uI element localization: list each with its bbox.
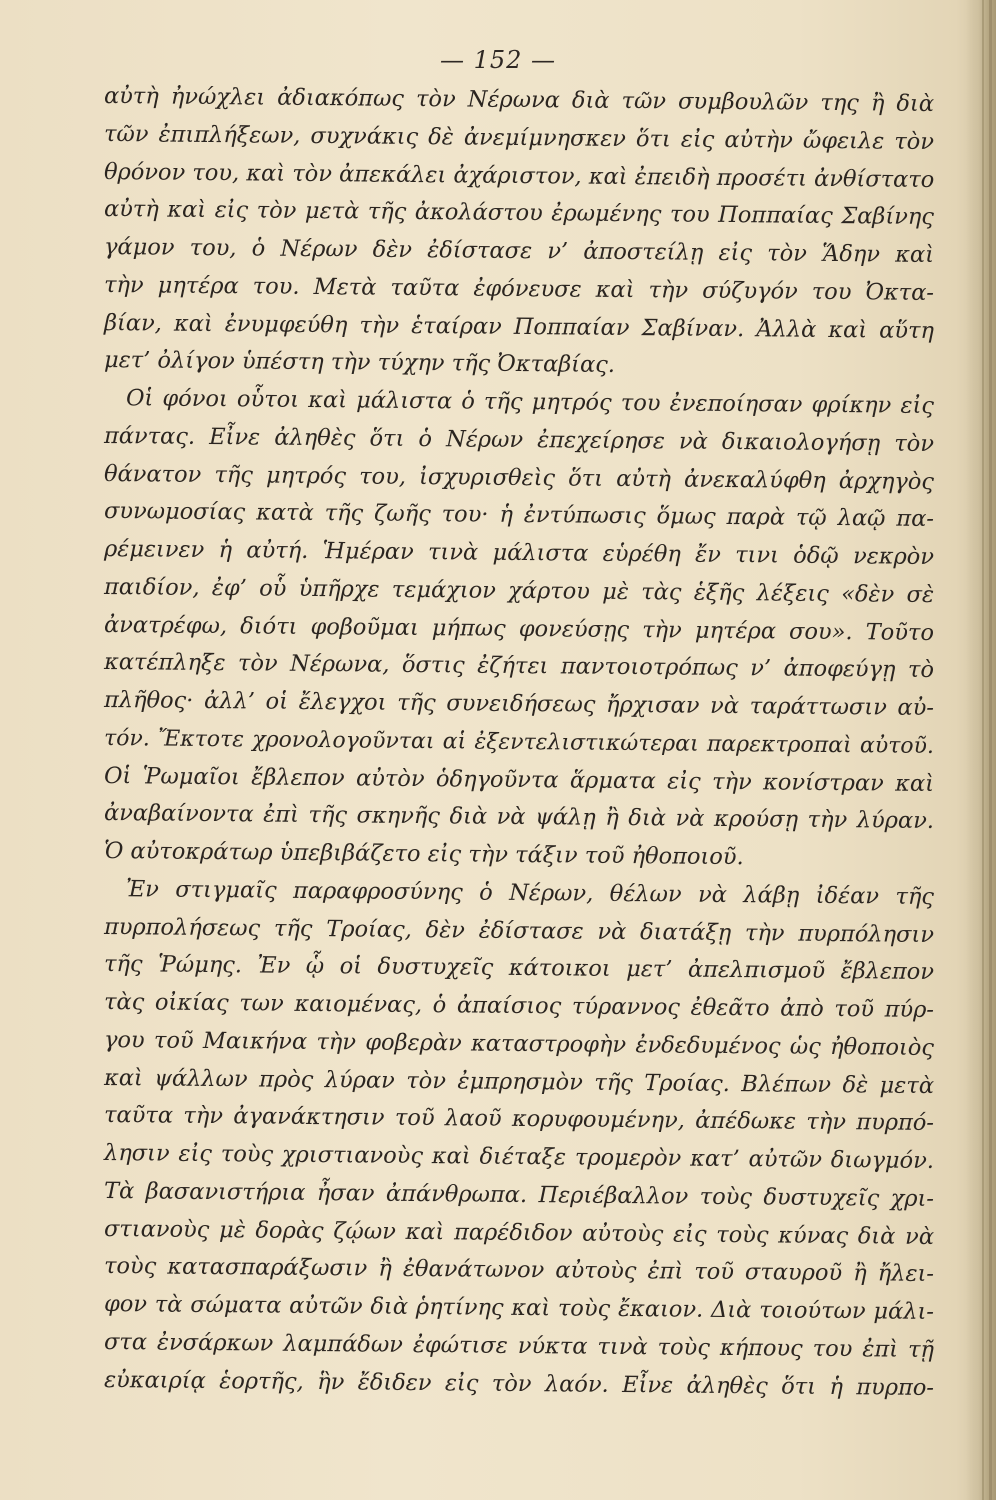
- text-line: Οἱ Ῥωμαῖοι ἔβλεπον αὐτὸν ὁδηγοῦντα ἅρματα εἰς τὴν κονίστραν καὶ: [103, 762, 935, 797]
- text-line: τὰς οἰκίας των καιομένας, ὁ ἀπαίσιος τύραννος ἐθεᾶτο ἀπὸ τοῦ πύρ-: [103, 989, 935, 1023]
- text-line: Ἐν στιγμαῖς παραφροσύνης ὁ Νέρων, θέλων νὰ λάβῃ ἰδέαν τῆς: [125, 875, 935, 910]
- text-line: Τὰ βασανιστήρια ἦσαν ἀπάνθρωπα. Περιέβαλλον τοὺς δυστυχεῖς χρι-: [103, 1177, 935, 1212]
- text-line: θρόνον του, καὶ τὸν ἀπεκάλει ἀχάριστον, καὶ ἐπειδὴ προσέτι ἀνθίστατο: [103, 158, 935, 193]
- text-line: αὐτὴ ἠνώχλει ἀδιακόπως τὸν Νέρωνα διὰ τῶν συμβουλῶν της ἢ διὰ: [103, 83, 935, 117]
- text-line: τόν. Ἔκτοτε χρονολογοῦνται αἱ ἐξεντελιστικώτεραι παρεκτροπαὶ αὐτοῦ.: [103, 725, 935, 759]
- text-line: ἀναβαίνοντα ἐπὶ τῆς σκηνῆς διὰ νὰ ψάλῃ ἢ διὰ νὰ κρούσῃ τὴν λύραν.: [103, 800, 935, 835]
- page-edge-line: [982, 0, 984, 1500]
- text-line: πλῆθος· ἀλλ’ οἱ ἔλεγχοι τῆς συνειδήσεως ἤρχισαν νὰ ταράττωσιν αὐ-: [103, 687, 935, 721]
- page-number: — 152 —: [439, 46, 557, 74]
- text-line: παιδίον, ἐφ’ οὗ ὑπῆρχε τεμάχιον χάρτου μὲ τὰς ἑξῆς λέξεις «δὲν σὲ: [103, 573, 935, 608]
- text-line: στα ἐνσάρκων λαμπάδων ἐφώτισε νύκτα τινὰ τοὺς κήπους του ἐπὶ τῇ: [103, 1328, 935, 1363]
- text-line: γάμον του, ὁ Νέρων δὲν ἐδίστασε ν’ ἀποστείλῃ εἰς τὸν Ἅδην καὶ: [103, 234, 935, 268]
- text-line: κατέπληξε τὸν Νέρωνα, ὅστις ἐζήτει παντοιοτρόπως ν’ ἀποφεύγῃ τὸ: [103, 649, 935, 684]
- text-line: μετ’ ὀλίγον ὑπέστη τὴν τύχην τῆς Ὀκταβίας.: [103, 347, 616, 379]
- text-line: τοὺς κατασπαράξωσιν ἢ ἐθανάτωνον αὐτοὺς ἐπὶ τοῦ σταυροῦ ἢ ἤλει-: [103, 1253, 935, 1288]
- text-line: γου τοῦ Μαικήνα τὴν φοβερὰν καταστροφὴν ἐνδεδυμένος ὡς ἠθοποιὸς: [103, 1026, 935, 1061]
- text-line: Ὁ αὐτοκράτωρ ὑπεβιβάζετο εἰς τὴν τάξιν τοῦ ἠθοποιοῦ.: [103, 838, 744, 871]
- text-line: ταῦτα τὴν ἀγανάκτησιν τοῦ λαοῦ κορυφουμένην, ἀπέδωκε τὴν πυρπό-: [103, 1102, 935, 1137]
- text-line: συνωμοσίας κατὰ τῆς ζωῆς του· ἡ ἐντύπωσις ὅμως παρὰ τῷ λαῷ πα-: [103, 498, 935, 533]
- text-line: ἀνατρέφω, διότι φοβοῦμαι μήπως φονεύσῃς τὴν μητέρα σου». Τοῦτο: [103, 611, 935, 646]
- text-line: πυρπολήσεως τῆς Τροίας, δὲν ἐδίστασε νὰ διατάξῃ τὴν πυρπόλησιν: [103, 913, 935, 948]
- text-line: στιανοὺς μὲ δορὰς ζῴων καὶ παρέδιδον αὐτοὺς εἰς τοὺς κύνας διὰ νὰ: [103, 1215, 935, 1250]
- text-line: τὴν μητέρα του. Μετὰ ταῦτα ἐφόνευσε καὶ τὴν σύζυγόν του Ὀκτα-: [103, 271, 935, 306]
- body-text: [104, 78, 934, 1399]
- text-line: τῶν ἐπιπλήξεων, συχνάκις δὲ ἀνεμίμνησκεν ὅτι εἰς αὐτὴν ὤφειλε τὸν: [103, 120, 935, 155]
- text-line: πάντας. Εἶνε ἀληθὲς ὅτι ὁ Νέρων ἐπεχείρησε νὰ δικαιολογήσῃ τὸν: [103, 422, 935, 457]
- text-line: καὶ ψάλλων πρὸς λύραν τὸν ἐμπρησμὸν τῆς Τροίας. Βλέπων δὲ μετὰ: [103, 1064, 935, 1099]
- text-line: θάνατον τῆς μητρός του, ἰσχυρισθεὶς ὅτι αὐτὴ ἀνεκαλύφθη ἀρχηγὸς: [103, 460, 935, 495]
- text-line: αὐτὴ καὶ εἰς τὸν μετὰ τῆς ἀκολάστου ἐρωμένης του Ποππαίας Σαβίνης: [103, 196, 935, 231]
- page-edge-line: [989, 0, 992, 1500]
- text-line: ρέμεινεν ἡ αὐτή. Ἡμέραν τινὰ μάλιστα εὑρέθη ἔν τινι ὁδῷ νεκρὸν: [103, 536, 935, 570]
- text-line: Οἱ φόνοι οὗτοι καὶ μάλιστα ὁ τῆς μητρός του ἐνεποίησαν φρίκην εἰς: [125, 385, 935, 419]
- text-line: λησιν εἰς τοὺς χριστιανοὺς καὶ διέταξε τρομερὸν κατ’ αὐτῶν διωγμόν.: [103, 1140, 935, 1174]
- text-line: εὐκαιρίᾳ ἑορτῆς, ἣν ἔδιδεν εἰς τὸν λαόν. Εἶνε ἀληθὲς ὅτι ἡ πυρπο-: [103, 1366, 935, 1401]
- text-line: βίαν, καὶ ἐνυμφεύθη τὴν ἑταίραν Ποππαίαν Σαβίναν. Ἀλλὰ καὶ αὕτη: [103, 309, 935, 344]
- text-line: φον τὰ σώματα αὐτῶν διὰ ῥητίνης καὶ τοὺς ἔκαιον. Διὰ τοιούτων μάλι-: [103, 1291, 935, 1325]
- text-line: τῆς Ῥώμης. Ἐν ᾧ οἱ δυστυχεῖς κάτοικοι μετ’ ἀπελπισμοῦ ἔβλεπον: [103, 951, 935, 986]
